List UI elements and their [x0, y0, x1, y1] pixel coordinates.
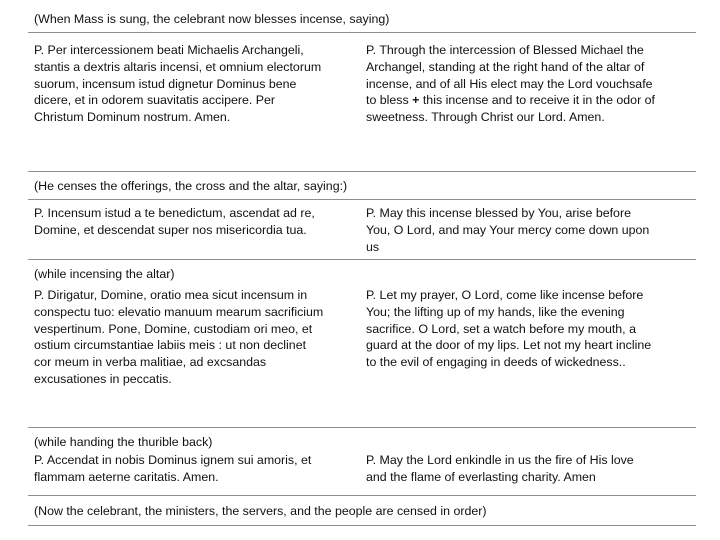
text-line: incense, and of all His elect may the Lord vouchsafe [366, 76, 653, 91]
text-line: P. May this incense blessed by You, arise before [366, 206, 631, 220]
text-line: suorum, incensum istud dignetur Dominus bene [34, 76, 297, 91]
text-fragment: this incense and to receive it in the odor of [422, 93, 655, 108]
text-line: flammam aeterne caritatis. Amen. [34, 469, 219, 484]
divider [28, 259, 696, 260]
english-text-1 [366, 42, 696, 126]
text-line: Domine, et descendat super nos misericordia tua. [34, 222, 307, 237]
text-line: Christum Dominum nostrum. Amen. [34, 110, 231, 125]
english-text-2 [366, 205, 696, 255]
text-line: and the flame of everlasting charity. Amen [366, 469, 596, 484]
text-line: P. Incensum istud a te benedictum, ascendat ad re, [34, 206, 315, 220]
text-line: P. Dirigatur, Domine, oratio mea sicut incensum in [34, 288, 308, 302]
rubric-thurible-back: (while handing the thurible back) [34, 435, 213, 449]
rubric-closing: (Now the celebrant, the ministers, the servers, and the people are censed in order) [34, 504, 487, 518]
text-line: dicere, et in odorem suavitatis accipere. Per [34, 93, 276, 108]
text-line: You, O Lord, and may Your mercy come down upon [366, 222, 650, 237]
text-line: guard at the door of my lips. Let not my heart incline [366, 338, 652, 353]
text-line: P. Let my prayer, O Lord, come like incense before [366, 288, 644, 302]
text-line: Archangel, standing at the right hand of the altar of [366, 59, 645, 74]
text-line: stantis a dextris altaris incensi, et omnium electorum [34, 59, 322, 74]
latin-text-1 [34, 42, 364, 126]
latin-text-3 [34, 287, 364, 388]
text-line: to the evil of engaging in deeds of wickedness.. [366, 355, 626, 370]
text-line: P. Through the intercession of Blessed Michael the [366, 43, 644, 57]
text-line: us [366, 239, 380, 254]
text-line: ostium circumstantiae labiis meis : ut non declinet [34, 338, 307, 353]
text-line: P. May the Lord enkindle in us the fire of His love [366, 453, 634, 467]
latin-text-4 [34, 452, 364, 486]
text-line: cor meum in verba malitiae, ad excsandas [34, 355, 267, 370]
text-line: P. Accendat in nobis Dominus ignem sui amoris, et [34, 453, 312, 467]
divider [28, 525, 696, 526]
text-line: P. Per intercessionem beati Michaelis Archangeli, [34, 43, 304, 57]
cross-sign-icon: + [412, 93, 420, 108]
divider [28, 199, 696, 200]
latin-text-2 [34, 205, 364, 239]
text-line [366, 92, 696, 109]
text-line: sacrifice. O Lord, set a watch before my mouth, a [366, 321, 636, 336]
rubric-intro: (When Mass is sung, the celebrant now blesses incense, saying) [34, 12, 390, 26]
english-text-4 [366, 452, 696, 486]
divider [28, 32, 696, 33]
divider [28, 427, 696, 428]
text-fragment: to bless [366, 93, 409, 108]
text-line: vespertinum. Pone, Domine, custodiam ori meo, et [34, 321, 313, 336]
text-line: sweetness. Through Christ our Lord. Amen. [366, 110, 605, 125]
english-text-3 [366, 287, 696, 371]
text-line: conspectu tuo: elevatio manuum mearum sacrificium [34, 304, 324, 319]
text-line: excusationes in peccatis. [34, 371, 172, 386]
divider [28, 495, 696, 496]
text-line: You; the lifting up of my hands, like the evening [366, 304, 625, 319]
divider [28, 171, 696, 172]
rubric-censes: (He censes the offerings, the cross and the altar, saying:) [34, 179, 348, 193]
rubric-incensing-altar: (while incensing the altar) [34, 267, 175, 281]
